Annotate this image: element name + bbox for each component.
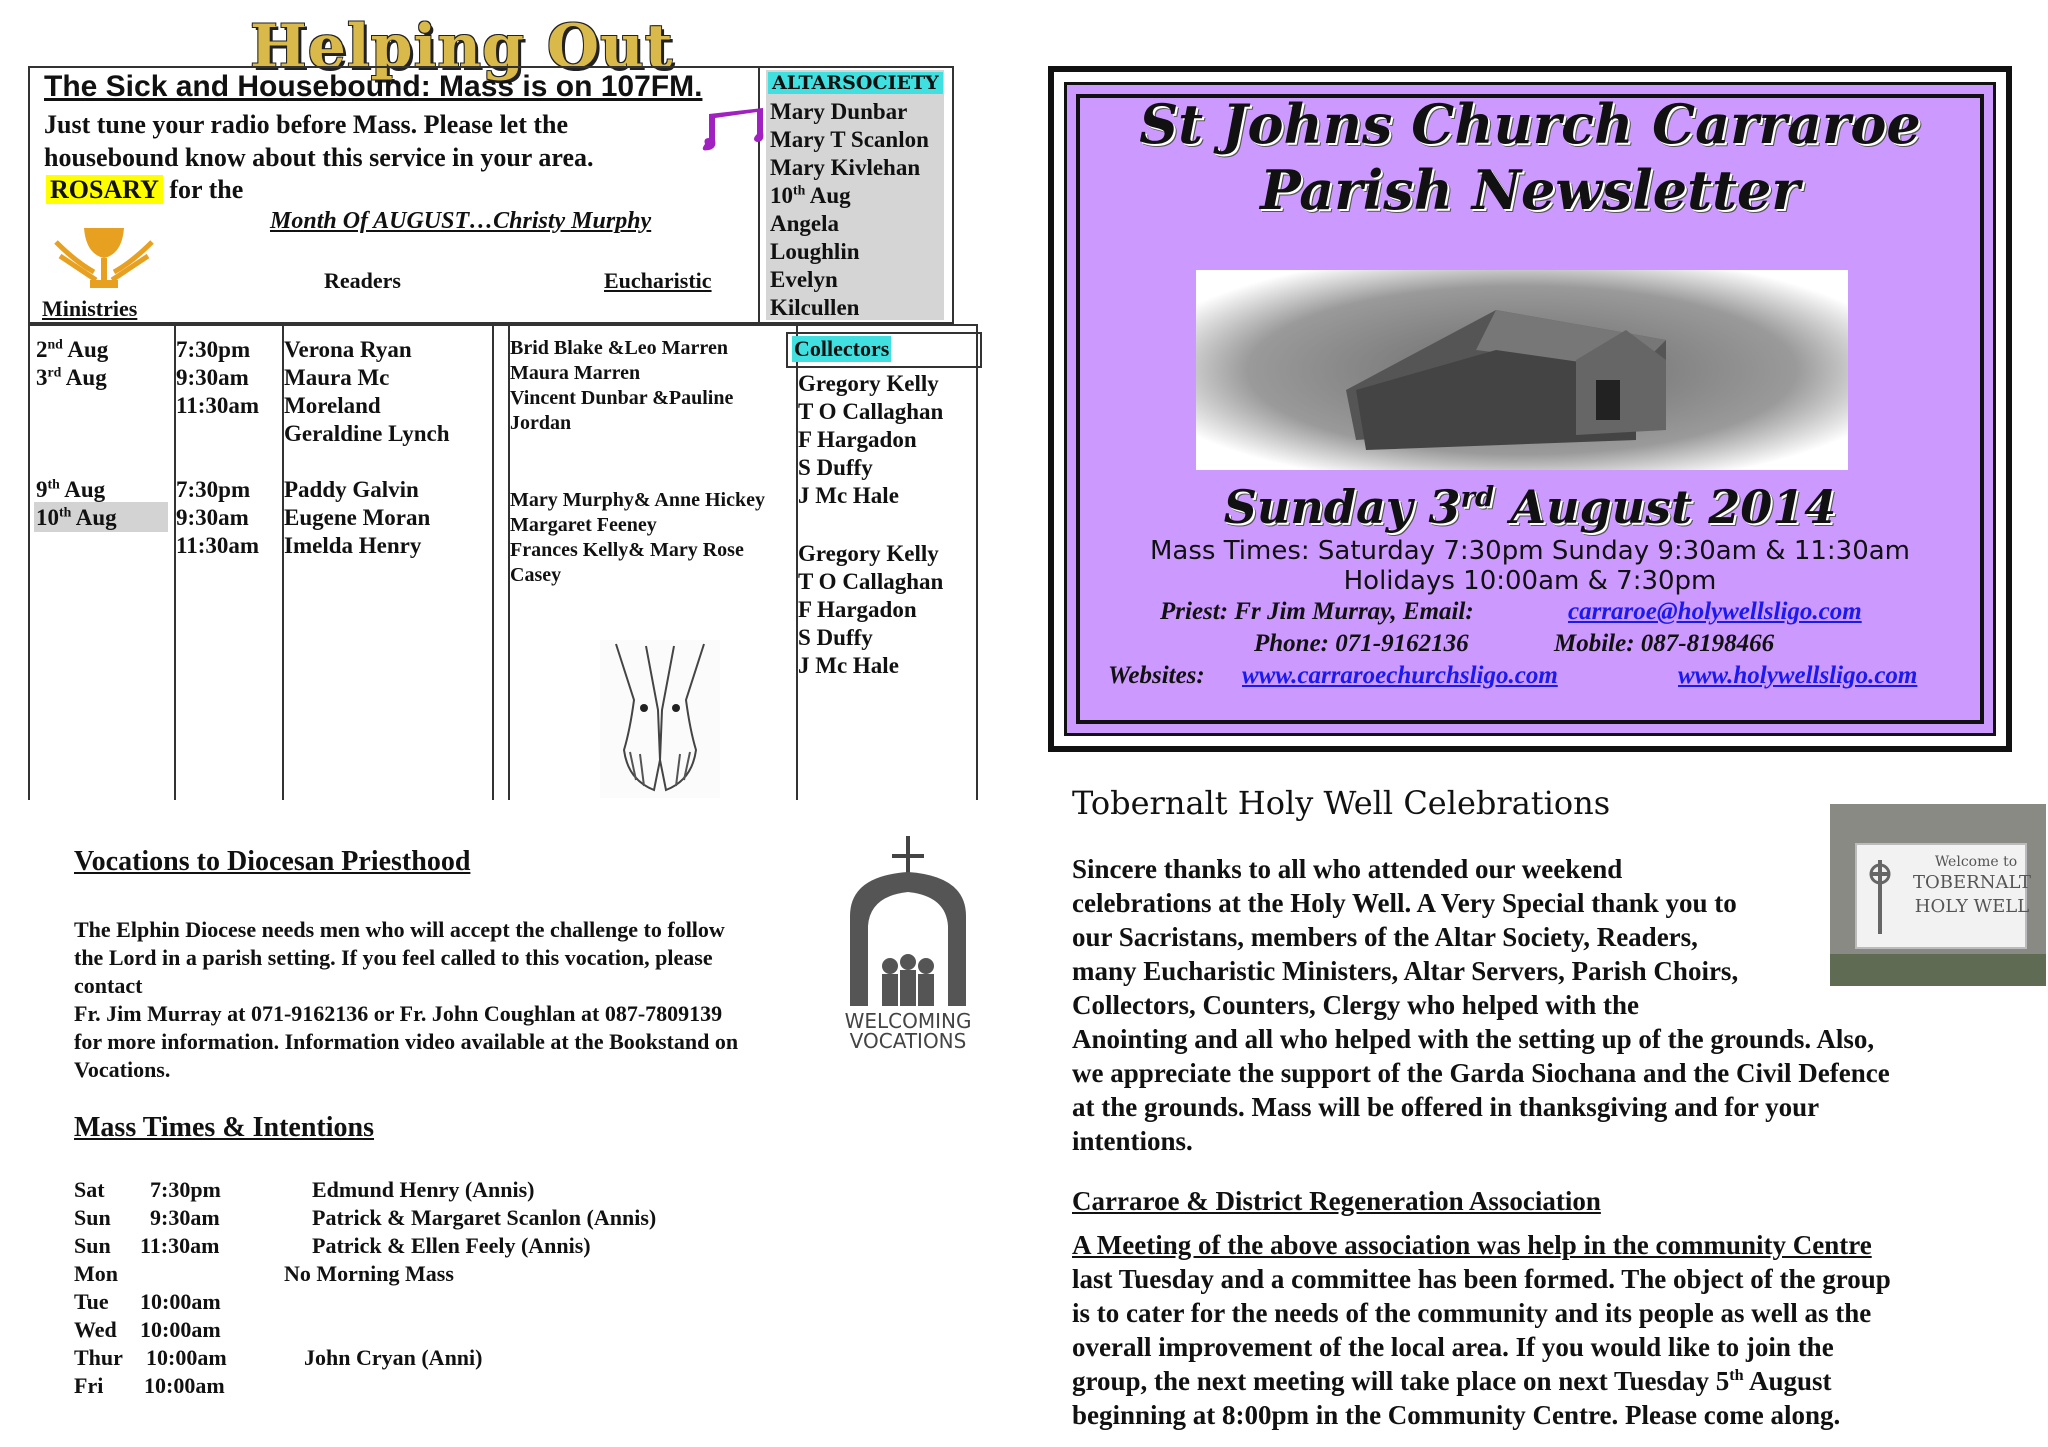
sick-heading: The Sick and Housebound: Mass is on 107FM. [44, 70, 703, 103]
church-name: St Johns Church Carraroe [1139, 92, 1921, 156]
mass-time: 10:00am [140, 1289, 221, 1314]
welcoming-vocations-logo [840, 836, 976, 1052]
tobernalt-text: at the grounds. Mass will be offered in thanksgiving and for your [1072, 1092, 1820, 1122]
mass-intention: Patrick & Ellen Feely (Annis) [312, 1233, 591, 1258]
sign-text: HOLY WELL [1914, 896, 2030, 917]
roster-eucharistic: Brid Blake &Leo Marren [510, 337, 728, 359]
website-link[interactable]: www.holywellsligo.com [1678, 662, 1918, 689]
roster-time: 9:30am [176, 505, 249, 530]
mass-intention: No Morning Mass [284, 1261, 454, 1286]
roster-time: 11:30am [176, 393, 260, 418]
association-text: beginning at 8:00pm in the Community Centre. Please come along. [1072, 1400, 1841, 1430]
mass-day: Sun [74, 1205, 111, 1230]
collectors-label: Collectors [794, 336, 890, 361]
sick-text: housebound know about this service in your area. [44, 143, 594, 172]
mass-time: 9:30am [150, 1205, 220, 1230]
roster-reader: Moreland [284, 393, 381, 418]
mass-intention: Patrick & Margaret Scanlon (Annis) [312, 1205, 657, 1230]
vocations-text: Vocations. [74, 1057, 171, 1082]
mass-day: Sun [74, 1233, 111, 1258]
logo-text: VOCATIONS [849, 1029, 967, 1053]
chalice-icon [46, 222, 162, 296]
association-heading: Carraroe & District Regeneration Association [1072, 1186, 1601, 1216]
vocations-text: The Elphin Diocese needs men who will accept the challenge to follow [74, 917, 725, 942]
roster-collector: F Hargadon [798, 427, 917, 452]
mass-time: 7:30pm [150, 1177, 221, 1202]
roster-time: 11:30am [176, 533, 260, 558]
praying-hands-icon [600, 640, 720, 798]
sick-text: Just tune your radio before Mass. Please let the [44, 110, 569, 139]
roster-eucharistic: Casey [510, 564, 562, 586]
vocations-text: contact [74, 973, 143, 998]
roster-eucharistic: Margaret Feeney [510, 514, 657, 536]
mass-day: Fri [74, 1373, 104, 1398]
roster-date: 3rd Aug [36, 364, 107, 390]
vocations-text: for more information. Information video available at the Bookstand on [74, 1029, 739, 1054]
roster-time: 7:30pm [176, 477, 251, 502]
roster-date: 2nd Aug [36, 336, 109, 362]
column-divider [492, 324, 494, 800]
roster-collector: T O Callaghan [798, 399, 944, 424]
roster-collector: T O Callaghan [798, 569, 944, 594]
association-text: last Tuesday and a committee has been formed. The object of the group [1072, 1264, 1891, 1294]
roster-collector: Gregory Kelly [798, 371, 939, 396]
association-text: overall improvement of the local area. If you would like to join the [1072, 1332, 1834, 1362]
mass-time: 11:30am [140, 1233, 220, 1258]
newsletter-title: Parish Newsletter [1260, 158, 1800, 222]
stone-wall-icon [1830, 804, 2046, 986]
association-text: A Meeting of the above association was help in the community Centre [1072, 1230, 1872, 1260]
roster-reader: Eugene Moran [284, 505, 431, 530]
church-photo [1196, 270, 1848, 470]
email-link[interactable]: carraroe@holywellsligo.com [1568, 598, 1862, 625]
tobernalt-text: intentions. [1072, 1126, 1193, 1156]
priest-label: Priest: Fr Jim Murray, Email: [1160, 598, 1474, 625]
roster-reader: Geraldine Lynch [284, 421, 450, 446]
mass-day: Tue [74, 1289, 109, 1314]
sign-text: TOBERNALT [1913, 872, 2031, 893]
altar-name: Mary T Scanlon [770, 127, 929, 152]
music-note-icon [695, 108, 767, 154]
readers-header: Readers [324, 268, 401, 293]
roster-collector: S Duffy [798, 455, 873, 480]
roster-collector: F Hargadon [798, 597, 917, 622]
mass-time: 10:00am [140, 1317, 221, 1342]
roster-collector: Gregory Kelly [798, 541, 939, 566]
roster-time: 7:30pm [176, 337, 251, 362]
association-text: is to cater for the needs of the community and its people as well as the [1072, 1298, 1872, 1328]
roster-collector: J Mc Hale [798, 483, 899, 508]
roster-date: 10th Aug [36, 504, 117, 530]
ministries-header: Ministries [42, 296, 138, 321]
roster-eucharistic: Vincent Dunbar &Pauline [510, 387, 734, 409]
tobernalt-text: our Sacristans, members of the Altar Society, Readers, [1072, 922, 1698, 952]
altar-name: Mary Kivlehan [770, 155, 921, 180]
logo-text: WELCOMING [844, 1009, 972, 1033]
tobernalt-text: Anointing and all who helped with the setting up of the grounds. Also, [1072, 1024, 1875, 1054]
newsletter-date: Sunday 3rd August 2014 [1223, 480, 1837, 534]
altar-name: Kilcullen [770, 295, 860, 320]
mass-day: Wed [74, 1317, 117, 1342]
mobile-line: Mobile: 087-8198466 [1554, 630, 1775, 657]
page-title: Helping Out [250, 12, 674, 82]
altar-name: Mary Dunbar [770, 99, 908, 124]
roster-time: 9:30am [176, 365, 249, 390]
altar-name: Angela [770, 211, 839, 236]
mass-intention: John Cryan (Anni) [304, 1345, 483, 1370]
phone-line: Phone: 071-9162136 [1254, 630, 1469, 657]
roster-collector: S Duffy [798, 625, 873, 650]
vocations-heading: Vocations to Diocesan Priesthood [74, 846, 471, 877]
vocations-text: the Lord in a parish setting. If you feel called to this vocation, please [74, 945, 713, 970]
eucharistic-header: Eucharistic [604, 268, 712, 293]
mass-times-line: Mass Times: Saturday 7:30pm Sunday 9:30am & 11:30am [1149, 536, 1911, 566]
mass-intention: Edmund Henry (Annis) [312, 1177, 535, 1202]
mass-time: 10:00am [144, 1373, 225, 1398]
roster-reader: Maura Mc [284, 365, 390, 390]
holidays-line: Holidays 10:00am & 7:30pm [1343, 566, 1717, 596]
sign-text: Welcome to [1934, 854, 2018, 870]
altar-name: Loughlin [770, 239, 860, 264]
mass-time: 10:00am [146, 1345, 227, 1370]
church-window-icon [840, 836, 976, 1006]
tobernalt-text: many Eucharistic Ministers, Altar Servers, Parish Choirs, [1072, 956, 1739, 986]
tobernalt-text: we appreciate the support of the Garda Siochana and the Civil Defence [1072, 1058, 1890, 1088]
mass-day: Mon [74, 1261, 118, 1286]
websites-label: Websites: [1108, 662, 1205, 689]
tobernalt-heading: Tobernalt Holy Well Celebrations [1072, 784, 1611, 822]
holy-well-photo [1830, 804, 2046, 986]
altar-name: Evelyn [770, 267, 838, 292]
roster-eucharistic: Frances Kelly& Mary Rose [510, 539, 744, 561]
mass-day: Thur [74, 1345, 123, 1370]
association-text: group, the next meeting will take place on next Tuesday 5th August [1072, 1366, 1832, 1396]
mass-day: Sat [74, 1177, 105, 1202]
roster-reader: Verona Ryan [284, 337, 412, 362]
tobernalt-text: Collectors, Counters, Clergy who helped with the [1072, 990, 1639, 1020]
roster-collector: J Mc Hale [798, 653, 899, 678]
roster-eucharistic: Jordan [510, 412, 572, 434]
website-link[interactable]: www.carraroechurchsligo.com [1242, 662, 1558, 689]
tobernalt-text: Sincere thanks to all who attended our weekend [1072, 854, 1623, 884]
roster-reader: Imelda Henry [284, 533, 422, 558]
roster-eucharistic: Maura Marren [510, 362, 641, 384]
roster-date: 9th Aug [36, 476, 106, 502]
rosary-month: Month Of AUGUST…Christy Murphy [270, 208, 652, 234]
roster-eucharistic: Mary Murphy& Anne Hickey [510, 489, 765, 511]
roster-reader: Paddy Galvin [284, 477, 419, 502]
tobernalt-text: celebrations at the Holy Well. A Very Special thank you to [1072, 888, 1737, 918]
mass-heading: Mass Times & Intentions [74, 1112, 375, 1143]
vocations-text: Fr. Jim Murray at 071-9162136 or Fr. John Coughlan at 087-7809139 [74, 1001, 723, 1026]
rosary-line: ROSARY for the [46, 175, 243, 205]
altar-society-label: ALTARSOCIETY [768, 72, 943, 94]
rosary-highlight: ROSARY [46, 175, 163, 204]
altar-date: 10th Aug [770, 182, 851, 208]
